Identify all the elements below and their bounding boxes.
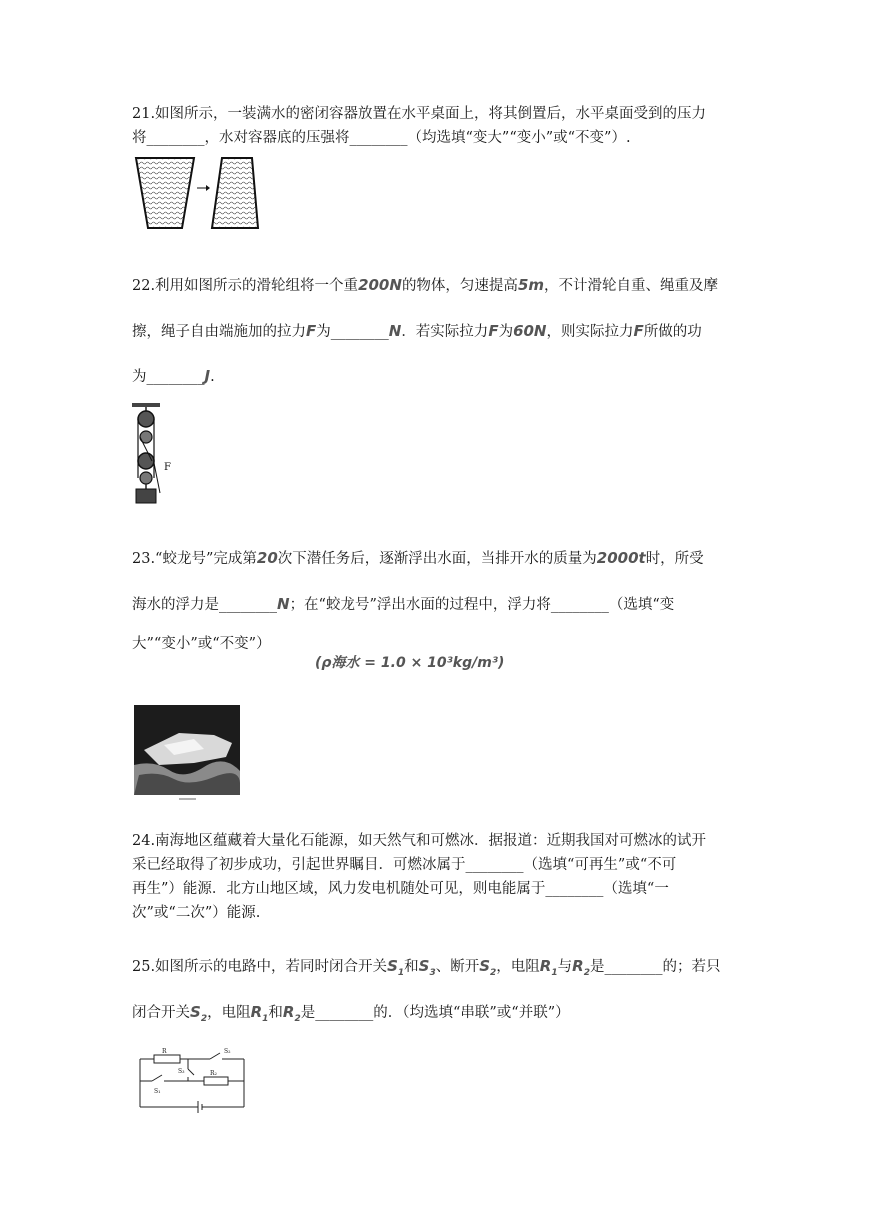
q25-text-1d: ，电阻 (496, 959, 540, 975)
q25-text-2d: 是________的．（均选填“串联”或“并联”） (300, 1005, 570, 1021)
q25-text-2c: 和 (268, 1005, 283, 1021)
q22-line2 (132, 321, 702, 342)
q23-text-2b: ；在“蛟龙号”浮出水面的过程中，浮力将________（选填“变 (289, 597, 675, 613)
q23-text-2a: 海水的浮力是________ (132, 597, 277, 613)
circuit-diagram-figure (132, 1045, 252, 1115)
circuit-label-S1: S₁ (154, 1088, 161, 1095)
q23-text-1b: 次下潜任务后，逐渐浮出水面，当排开水的质量为 (277, 551, 597, 567)
q25-R1-again: $R_1$ (250, 1003, 269, 1024)
q22-text-2f: 所做的功 (643, 324, 702, 340)
q25-S3: $S_3$ (418, 957, 436, 978)
q25-text-2b: ，电阻 (207, 1005, 251, 1021)
circuit-label-R2: R₂ (210, 1070, 217, 1077)
q25-text-1a: 25.如图所示的电路中，若同时闭合开关 (132, 959, 388, 975)
q25-text-1f: 是________的；若只 (589, 959, 721, 975)
q24-line3: 再生”）能源．北方山地区域，风力发电机随处可见，则电能属于________（选填“一 (132, 881, 669, 897)
q23-line3: 大”“变小”或“不变”） (132, 636, 271, 652)
q23-2000t: 2000t (596, 549, 646, 567)
q23-density-formula: (ρ海水 = 1.0 × 10³kg/m³) (315, 655, 505, 671)
q22-F2: F (488, 322, 499, 340)
q25-text-1e: 与 (557, 959, 573, 975)
q24-line1: 24.南海地区蕴藏着大量化石能源，如天然气和可燃冰．据报道：近期我国对可燃冰的试开 (132, 833, 707, 849)
q23-20: 20 (256, 549, 278, 567)
q22-J: J (204, 367, 211, 385)
q25-S2: $S_2$ (479, 957, 497, 978)
container-inversion-figure (134, 155, 262, 233)
q25-S2-again: $S_2$ (190, 1003, 208, 1024)
q23-text-1c: 时，所受 (645, 551, 704, 567)
submarine-photo (134, 705, 240, 801)
q24-line4: 次”或“二次”）能源. (132, 905, 261, 921)
pulley-force-label: F (164, 462, 171, 473)
q22-N: N (388, 322, 402, 340)
q22-F1: F (306, 322, 317, 340)
q22-60N: 60N (513, 322, 547, 340)
q22-line1 (132, 275, 718, 296)
q22-text-2d: 为 (498, 324, 514, 340)
q22-text-3a: 为________ (132, 369, 205, 385)
q23-line1 (132, 548, 704, 569)
q22-text-3b: . (210, 369, 215, 385)
q22-line3 (132, 366, 215, 387)
q25-text-2a: 闭合开关 (132, 1005, 190, 1021)
q22-text-2e: ，则实际拉力 (546, 324, 634, 340)
circuit-label-R: R (162, 1048, 167, 1055)
q25-S1: $S_1$ (387, 957, 405, 978)
q21-line1: 21.如图所示，一装满水的密闭容器放置在水平桌面上，将其倒置后，水平桌面受到的压力 (132, 106, 707, 122)
q22-text-1a: 22.利用如图所示的滑轮组将一个重 (132, 278, 359, 294)
circuit-label-S3: S₃ (178, 1068, 185, 1075)
q23-N: N (277, 595, 290, 613)
q22-height: 5m (517, 276, 545, 294)
q25-R1: $R_1$ (539, 957, 558, 978)
q22-text-2c: ．若实际拉力 (401, 324, 489, 340)
q21-line2: 将________，水对容器底的压强将________（均选填“变大”“变小”或“不变”）. (132, 130, 631, 146)
q25-R2: $R_2$ (572, 957, 590, 978)
q25-text-1c: 、断开 (435, 959, 480, 975)
q22-text-1c: ，不计滑轮自重、绳重及摩 (544, 278, 719, 294)
q22-weight: 200N (358, 276, 402, 294)
q22-text-2b: 为________ (316, 324, 389, 340)
q22-text-1b: 的物体，匀速提高 (401, 278, 518, 294)
q25-R2-again: $R_2$ (282, 1003, 301, 1024)
q22-text-2a: 擦，绳子自由端施加的拉力 (132, 324, 306, 340)
q24-line2: 采已经取得了初步成功，引起世界瞩目．可燃冰属于________（选填“可再生”或“不可 (132, 857, 677, 873)
pulley-system-figure (132, 403, 178, 505)
q22-F3: F (633, 322, 644, 340)
circuit-label-S2: S₂ (224, 1048, 231, 1055)
q23-text-1a: 23.“蛟龙号”完成第 (132, 551, 257, 567)
q25-text-1b: 和 (404, 959, 419, 975)
q25-line2 (132, 1002, 570, 1029)
q23-line2 (132, 594, 674, 615)
q25-line1 (132, 956, 720, 983)
